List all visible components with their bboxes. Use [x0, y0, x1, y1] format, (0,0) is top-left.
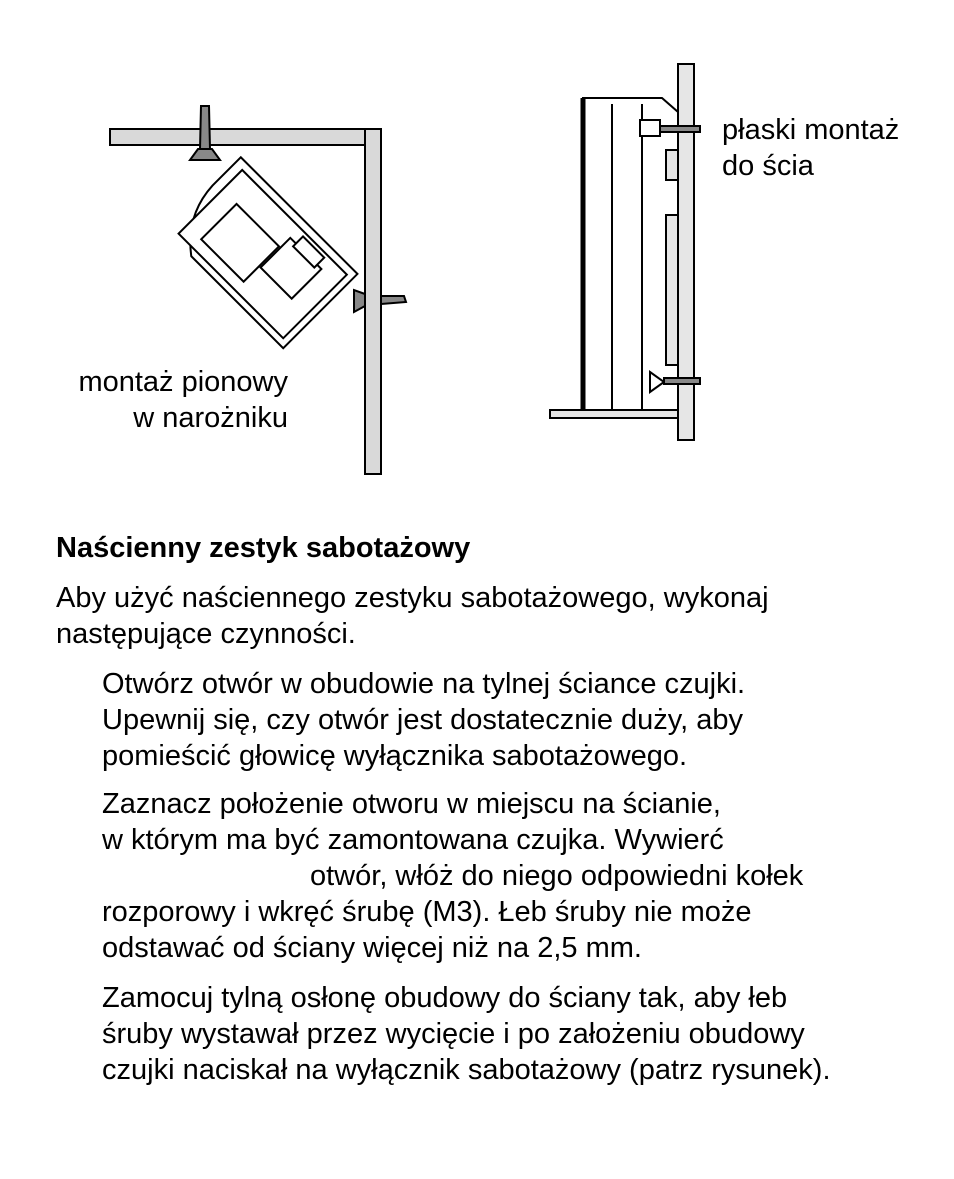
flat-bracket-top: [666, 150, 678, 180]
step-line: w którym ma być zamontowana czujka. Wywierć: [102, 824, 724, 856]
step-line: pomieścić głowicę wyłącznika sabotażowego.: [102, 740, 688, 772]
mounting-figure: [0, 0, 954, 500]
step-line: otwór, włóż do niego odpowiedni kołek: [310, 860, 804, 892]
step-2: [102, 786, 922, 966]
caption-corner-line: w narożniku: [133, 402, 288, 434]
intro-line: Aby użyć naściennego zestyku sabotażowego, wykonaj: [56, 582, 769, 614]
step-line: odstawać od ściany więcej niż na 2,5 mm.: [102, 932, 642, 964]
caption-flat-line: do ścia: [722, 150, 814, 182]
caption-corner-mount: [56, 364, 288, 436]
ceiling-bar: [110, 129, 380, 145]
step-line: Zamocuj tylną osłonę obudowy do ściany tak, aby łeb: [102, 982, 788, 1014]
wall-bar: [365, 129, 381, 474]
flat-baseplate: [550, 410, 678, 418]
step-1: [102, 666, 922, 774]
flat-bracket-mid: [666, 215, 678, 365]
step-line: rozporowy i wkręć śrubę (M3). Łeb śruby nie może: [102, 896, 752, 928]
step-line: Upewnij się, czy otwór jest dostatecznie duży, aby: [102, 704, 743, 736]
flat-mount-drawing: [550, 64, 700, 440]
intro-paragraph: [56, 580, 916, 652]
intro-line: następujące czynności.: [56, 618, 356, 650]
section-heading: Naścienny zestyk sabotażowy: [56, 532, 471, 564]
caption-flat-line: płaski montaż: [722, 114, 900, 146]
step-line: czujki naciskał na wyłącznik sabotażowy (patrz rysunek).: [102, 1054, 831, 1086]
step-line: Zaznacz położenie otworu w miejscu na ścianie,: [102, 788, 721, 820]
caption-corner-line: montaż pionowy: [78, 366, 288, 398]
caption-flat-mount: [722, 112, 942, 184]
step-line: Otwórz otwór w obudowie na tylnej ściance czujki.: [102, 668, 746, 700]
step-3: [102, 980, 922, 1088]
step-line: śruby wystawał przez wycięcie i po założeniu obudowy: [102, 1018, 805, 1050]
flat-housing: [583, 98, 678, 410]
